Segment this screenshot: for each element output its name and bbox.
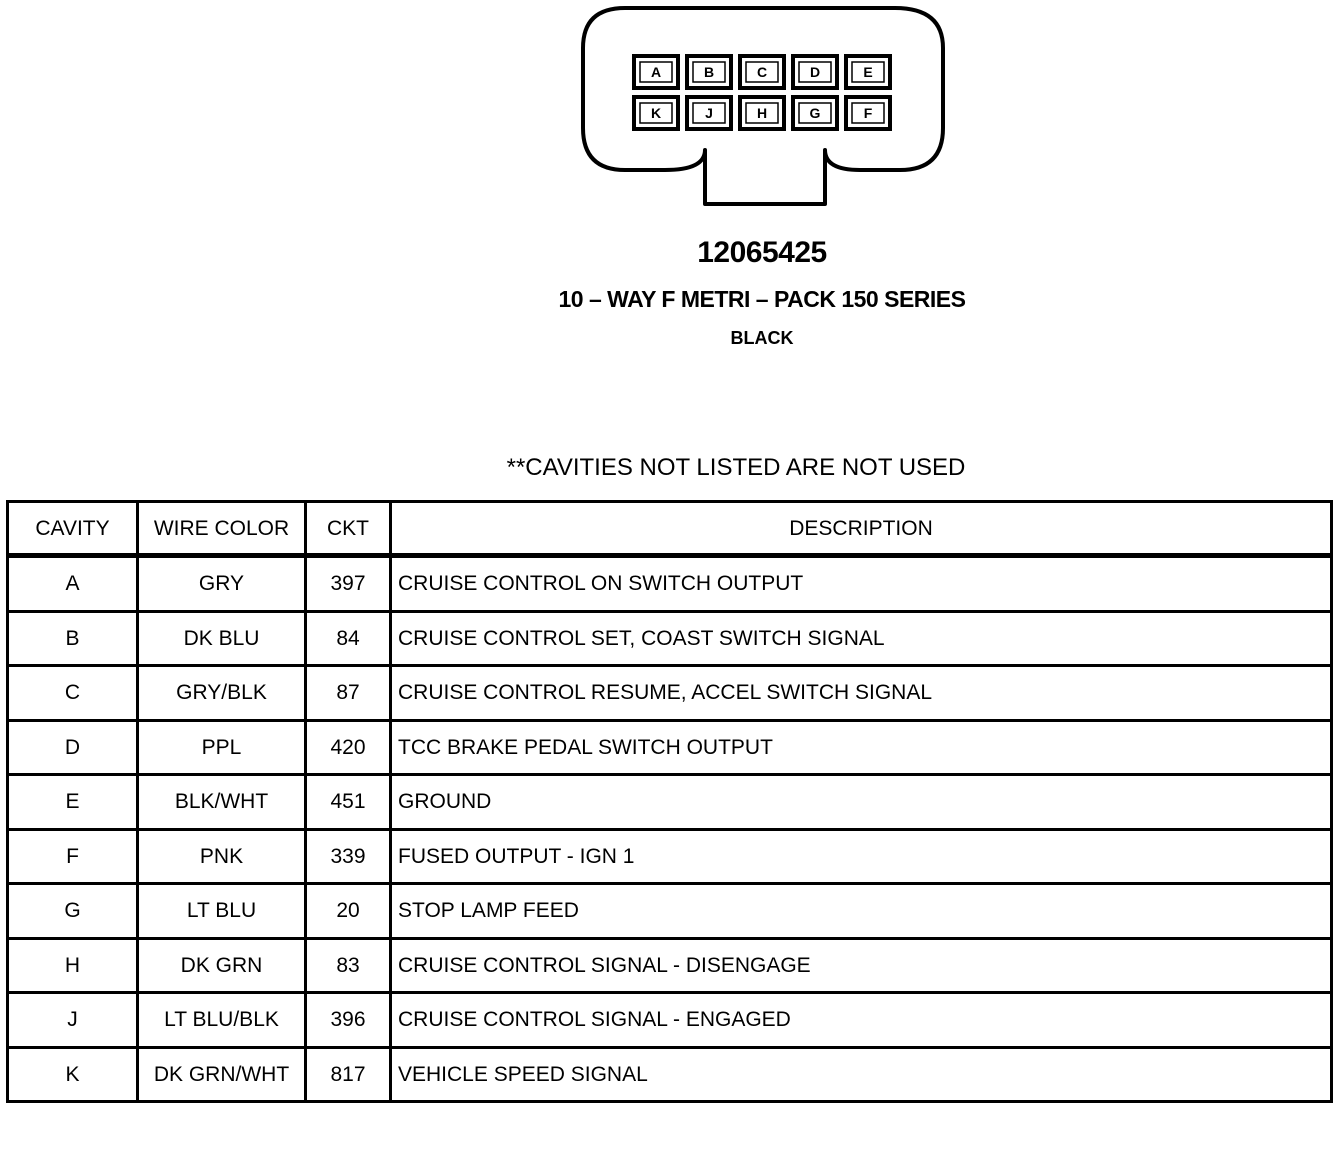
cell-cavity: C <box>8 666 138 721</box>
cell-ckt: 84 <box>306 611 391 666</box>
cell-description: VEHICLE SPEED SIGNAL <box>391 1047 1332 1102</box>
table-row <box>8 938 1332 993</box>
pin-label-a: A <box>650 64 662 80</box>
pin-label-h: H <box>756 105 768 121</box>
cell-description: CRUISE CONTROL SIGNAL - DISENGAGE <box>391 938 1332 993</box>
cell-description: TCC BRAKE PEDAL SWITCH OUTPUT <box>391 720 1332 775</box>
header-cavity: CAVITY <box>8 502 138 556</box>
cell-description: CRUISE CONTROL SET, COAST SWITCH SIGNAL <box>391 611 1332 666</box>
cell-cavity: J <box>8 993 138 1048</box>
cell-cavity: K <box>8 1047 138 1102</box>
header-ckt: CKT <box>306 502 391 556</box>
cell-wire-color: GRY <box>138 556 306 612</box>
cell-cavity: H <box>8 938 138 993</box>
connector-description: 10 – WAY F METRI – PACK 150 SERIES <box>558 286 966 312</box>
table-header-row <box>8 502 1332 556</box>
table-row <box>8 829 1332 884</box>
table-row <box>8 666 1332 721</box>
cavity-table <box>6 500 1333 1103</box>
table-row <box>8 720 1332 775</box>
cell-wire-color: PPL <box>138 720 306 775</box>
pin-label-d: D <box>809 64 821 80</box>
header-description: DESCRIPTION <box>391 502 1332 556</box>
cell-ckt: 83 <box>306 938 391 993</box>
pin-label-e: E <box>863 64 873 80</box>
cell-ckt: 420 <box>306 720 391 775</box>
cell-cavity: B <box>8 611 138 666</box>
cell-ckt: 396 <box>306 993 391 1048</box>
cell-wire-color: DK GRN/WHT <box>138 1047 306 1102</box>
cell-wire-color: DK BLU <box>138 611 306 666</box>
cell-wire-color: PNK <box>138 829 306 884</box>
connector-color: BLACK <box>730 328 794 348</box>
cell-cavity: E <box>8 775 138 830</box>
cell-wire-color: LT BLU <box>138 884 306 939</box>
cell-wire-color: BLK/WHT <box>138 775 306 830</box>
table-row <box>8 884 1332 939</box>
connector-diagram <box>575 0 955 215</box>
cell-ckt: 451 <box>306 775 391 830</box>
cell-description: CRUISE CONTROL RESUME, ACCEL SWITCH SIGNAL <box>391 666 1332 721</box>
pin-label-b: B <box>703 64 715 80</box>
pin-label-k: K <box>650 105 662 121</box>
pin-label-f: F <box>863 105 873 121</box>
cavities-note: **CAVITIES NOT LISTED ARE NOT USED <box>506 454 966 481</box>
cell-description: STOP LAMP FEED <box>391 884 1332 939</box>
table-row <box>8 556 1332 612</box>
table-row <box>8 611 1332 666</box>
table-row <box>8 993 1332 1048</box>
pin-label-j: J <box>705 105 713 121</box>
cell-cavity: D <box>8 720 138 775</box>
pin-grid <box>634 56 890 129</box>
cell-description: GROUND <box>391 775 1332 830</box>
cell-wire-color: DK GRN <box>138 938 306 993</box>
cell-ckt: 20 <box>306 884 391 939</box>
cell-ckt: 817 <box>306 1047 391 1102</box>
cell-ckt: 339 <box>306 829 391 884</box>
cell-description: FUSED OUTPUT - IGN 1 <box>391 829 1332 884</box>
cell-ckt: 397 <box>306 556 391 612</box>
header-wire-color: WIRE COLOR <box>138 502 306 556</box>
cell-cavity: A <box>8 556 138 612</box>
cell-description: CRUISE CONTROL SIGNAL - ENGAGED <box>391 993 1332 1048</box>
cell-wire-color: GRY/BLK <box>138 666 306 721</box>
table-row <box>8 1047 1332 1102</box>
pin-label-c: C <box>756 64 768 80</box>
pin-label-g: G <box>809 105 821 121</box>
cell-cavity: F <box>8 829 138 884</box>
cell-ckt: 87 <box>306 666 391 721</box>
table-row <box>8 775 1332 830</box>
table-body <box>8 556 1332 1102</box>
cell-wire-color: LT BLU/BLK <box>138 993 306 1048</box>
part-number: 12065425 <box>697 236 827 269</box>
cell-description: CRUISE CONTROL ON SWITCH OUTPUT <box>391 556 1332 612</box>
cell-cavity: G <box>8 884 138 939</box>
